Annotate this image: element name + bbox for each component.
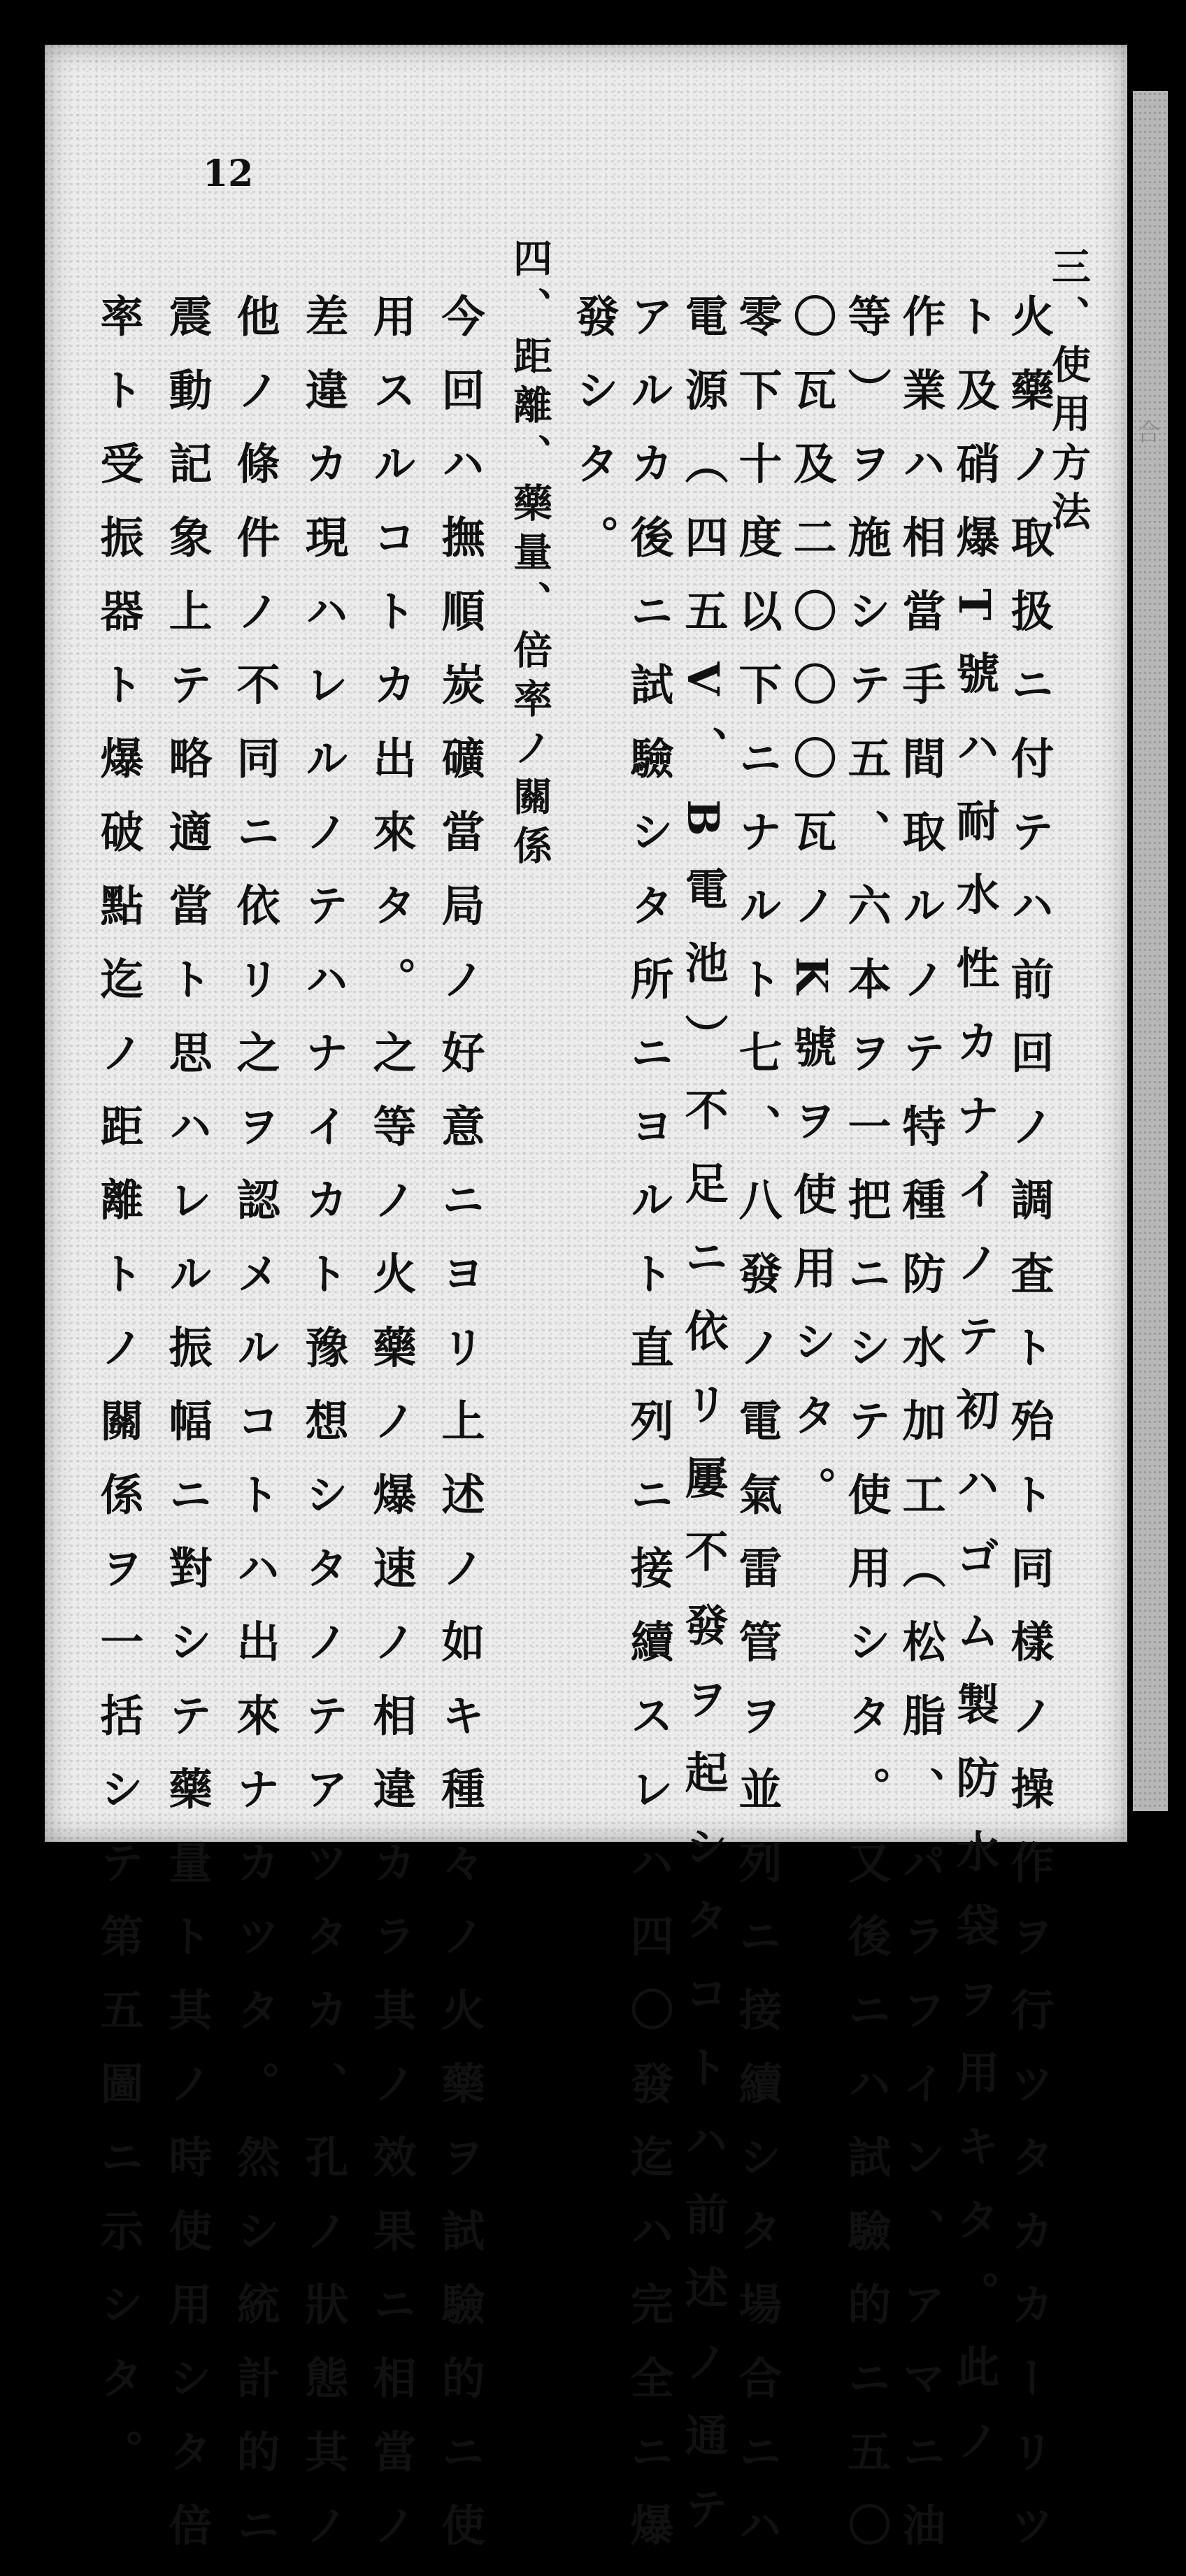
- section-3-heading: 三、使用方法: [1045, 246, 1092, 540]
- adjacent-page-text: 合: [1132, 420, 1160, 449]
- text-line: 率ト受振器ト爆破點迄ノ距離トノ關係ヲ一括シテ第五圖ニ示シタ。: [93, 294, 144, 2503]
- text-line: 今回ハ撫順炭礦當局ノ好意ニヨリ上述ノ如キ種々ノ火藥ヲ試驗的ニ使: [434, 294, 485, 2576]
- page-number: 12: [203, 152, 254, 195]
- text-line: 火藥ノ取扱ニ付テハ前回ノ調査ト殆ト同樣ノ操作ヲ行ツタカカーリツ: [1003, 294, 1055, 2576]
- section-4-heading: 四、距離、藥量、倍率ノ關係: [507, 238, 553, 874]
- text-line: 等）ヲ施シテ五、六本ヲ一把ニシテ使用シタ。又後ニハ試驗的ニ五〇: [841, 294, 892, 2576]
- adjacent-page-edge: [1133, 91, 1168, 1811]
- text-line: 電源（四五V、B電池）不足ニ依リ屢不發ヲ起シタコトハ前述ノ通テ: [678, 294, 729, 2560]
- text-line: 差違カ現ハレルノテハナイカト豫想シタノテアツタカ、孔ノ狀態其ノ: [298, 294, 349, 2576]
- text-line: 用スルコトカ出來タ。之等ノ火藥ノ爆速ノ相違カラ其ノ效果ニ相當ノ: [366, 294, 417, 2576]
- text-line: アルカ後ニ試驗シタ所ニヨルト直列ニ接續スレハ四〇發迄ハ完全ニ爆: [623, 294, 674, 2576]
- text-line: 零下十度以下ニナルト七、八發ノ電氣雷管ヲ並列ニ接續シタ場合ニハ: [731, 294, 783, 2576]
- text-line: 他ノ條件ノ不同ニ依リ之ヲ認メルコトハ出來ナカツタ。然シ統計的ニ: [229, 294, 280, 2576]
- text-line: 震動記象上テ略適當ト思ハレル振幅ニ對シテ藥量ト其ノ時使用シタ倍: [162, 294, 213, 2576]
- text-line: 作業ハ相當手間取ルノテ特種防水加工（松脂、パラフイン、アマニ油: [895, 294, 946, 2576]
- text-line: 發シタ。: [569, 294, 620, 589]
- text-line: 〇瓦及二〇〇〇瓦ノK號ヲ使用シタ。: [786, 294, 837, 1540]
- text-line: ト及硝爆T號ハ耐水性カナイノテ初ハゴム製防水袋ヲ用キタ。此ノ: [949, 294, 1000, 2492]
